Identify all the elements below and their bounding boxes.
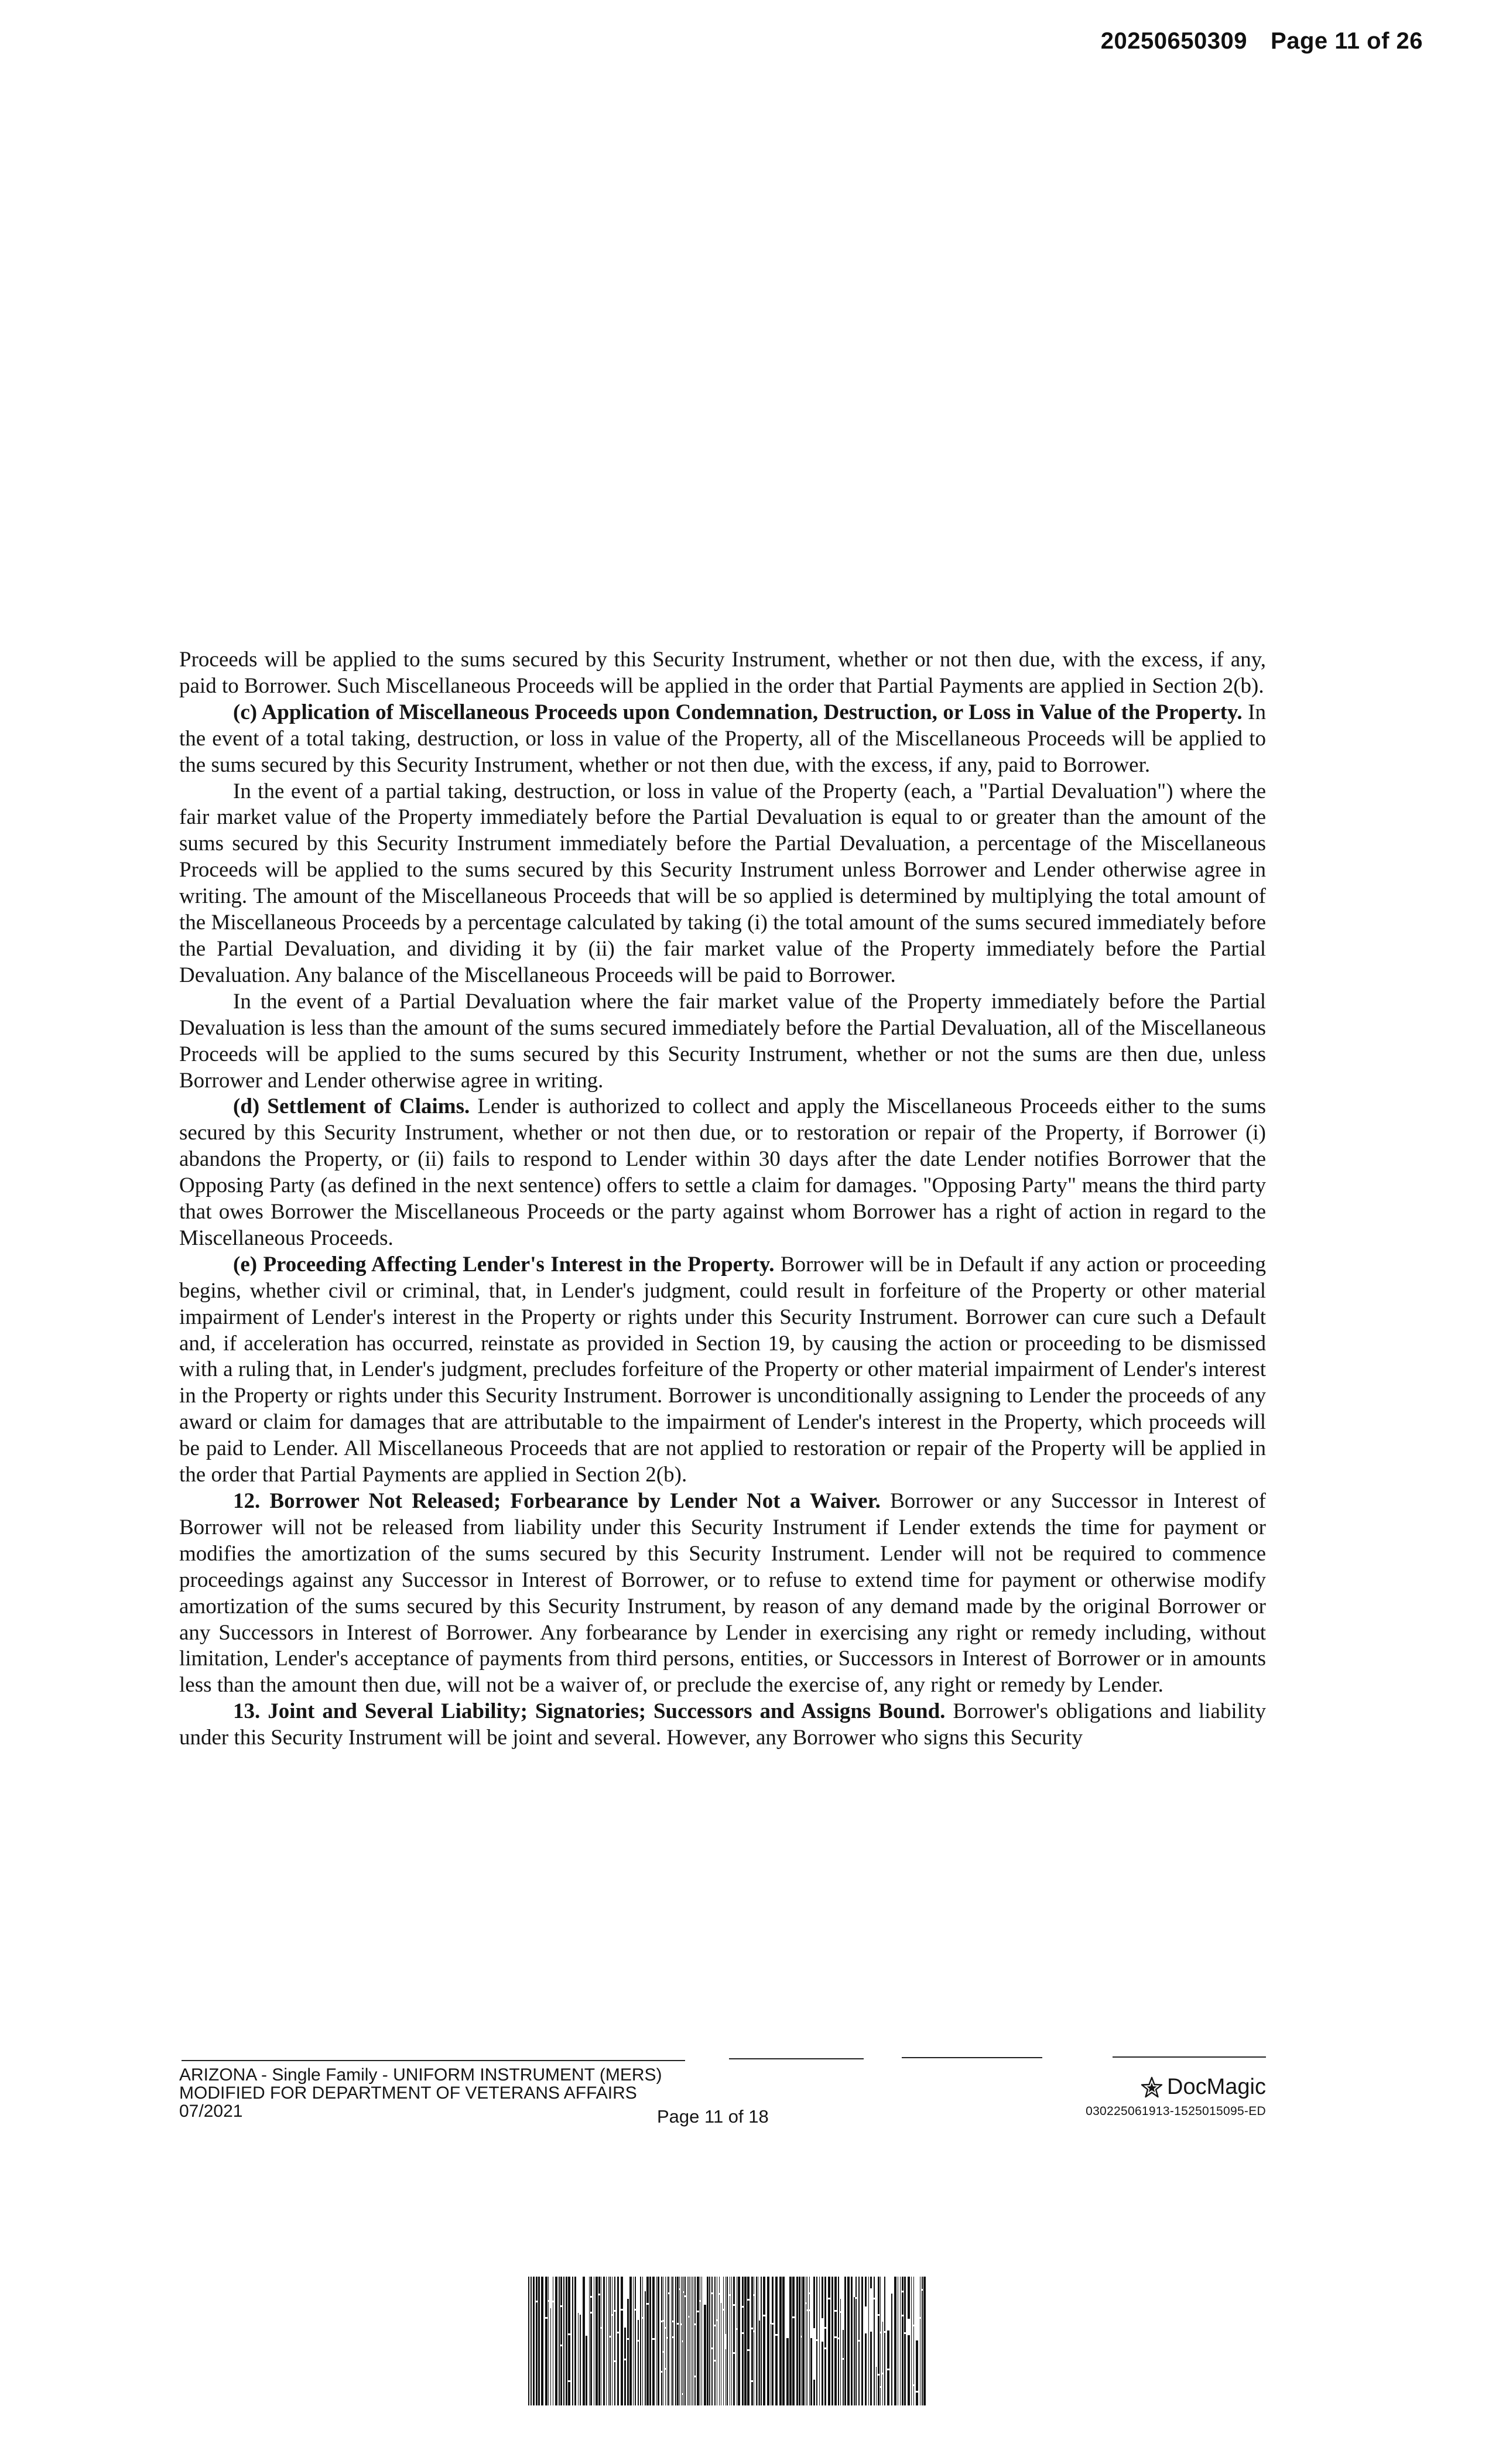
document-code: 030225061913-1525015095-ED xyxy=(1086,2104,1266,2118)
paragraph: (e) Proceeding Affecting Lender's Interest in the Property. Borrower will be in Default if any action or proceeding begins, whether civil or criminal, that, in Lender's judgment, could result in forfeiture of the Property or other material impairment of Lender's interest in the Property or rights under this Security Instrument. Borrower can cure such a Default and, if acceleration has occurred, reinstate as provided in Section 19, by causing the action or proceeding to be dismissed with a ruling that, in Lender's judgment, precludes forfeiture of the Property or other material impairment of Lender's interest in the Property or rights under this Security Instrument. Borrower is unconditionally assigning to Lender the proceeds of any award or claim for damages that are attributable to the impairment of Lender's interest in the Property, which proceeds will be paid to Lender. All Miscellaneous Proceeds that are not applied to restoration or repair of the Property will be applied in the order that Partial Payments are applied in Section 2(b). xyxy=(179,1252,1266,1487)
form-title: ARIZONA - Single Family - UNIFORM INSTRUMENT (MERS) xyxy=(179,2065,662,2085)
recording-number: 20250650309 xyxy=(1100,28,1248,54)
form-identifier xyxy=(179,2066,662,2120)
section-heading: 13. Joint and Several Liability; Signatories; Successors and Assigns Bound. xyxy=(233,1699,946,1724)
paragraph: In the event of a Partial Devaluation where the fair market value of the Property immediately before the Partial Devaluation is less than the amount of the sums secured immediately before the Partial Devaluation, all of the Miscellaneous Proceeds will be applied to the sums secured by this Security Instrument, whether or not the sums are then due, unless Borrower and Lender otherwise agree in writing. xyxy=(179,989,1266,1093)
document-body xyxy=(179,647,1266,1751)
paragraph: In the event of a partial taking, destruction, or loss in value of the Property (each, a "Partial Devaluation") where the fair market value of the Property immediately before the Partial Devaluation is equal to or greater than the amount of the sums secured by this Security Instrument immediately before the Partial Devaluation, a percentage of the Miscellaneous Proceeds will be applied to the sums secured by this Security Instrument unless Borrower and Lender otherwise agree in writing. The amount of the Miscellaneous Proceeds that will be so applied is determined by multiplying the total amount of the Miscellaneous Proceeds by a percentage calculated by taking (i) the total amount of the sums secured immediately before the Partial Devaluation, and dividing it by (ii) the fair market value of the Property immediately before the Partial Devaluation. Any balance of the Miscellaneous Proceeds will be paid to Borrower. xyxy=(179,779,1266,987)
section-heading: 12. Borrower Not Released; Forbearance by Lender Not a Waiver. xyxy=(233,1489,881,1513)
section-heading: (e) Proceeding Affecting Lender's Interest in the Property. xyxy=(233,1252,775,1277)
paragraph: 12. Borrower Not Released; Forbearance by Lender Not a Waiver. Borrower or any Successor in Interest of Borrower will not be released from liability under this Security Instrument if Lender extends the time for payment or modifies the amortization of the sums secured by this Security Instrument. Lender will not be required to commence proceedings against any Successor in Interest of Borrower, or to refuse to extend time for payment or otherwise modify amortization of the sums secured by this Security Instrument, by reason of any demand made by the original Borrower or any Successors in Interest of Borrower. Any forbearance by Lender in exercising any right or remedy including, without limitation, Lender's acceptance of payments from third persons, entities, or Successors in Interest of Borrower or in amounts less than the amount then due, will not be a waiver of, or preclude the exercise of, any right or remedy by Lender. xyxy=(179,1489,1266,1698)
section-heading: (d) Settlement of Claims. xyxy=(233,1094,470,1119)
footer-divider xyxy=(1113,2056,1266,2058)
brand-name: DocMagic xyxy=(1167,2075,1266,2099)
paragraph: (d) Settlement of Claims. Lender is authorized to collect and apply the Miscellaneous Proceeds either to the sums secured by this Security Instrument, whether or not then due, or to restoration or repair of the Property, if Borrower (i) abandons the Property, or (ii) fails to respond to Lender within 30 days after the date Lender notifies Borrower that the Opposing Party (as defined in the next sentence) offers to settle a claim for damages. "Opposing Party" means the third party that owes Borrower the Miscellaneous Proceeds or the party against whom Borrower has a right of action in regard to the Miscellaneous Proceeds. xyxy=(179,1094,1266,1250)
barcode-icon xyxy=(526,2277,930,2405)
footer-divider xyxy=(902,2057,1042,2058)
page-header xyxy=(1101,28,1423,54)
form-page-number: Page 11 of 18 xyxy=(657,2106,769,2127)
paragraph: 13. Joint and Several Liability; Signatories; Successors and Assigns Bound. Borrower's obligations and liability under this Security Instrument will be joint and several. However, any Borrower who signs this Security xyxy=(179,1699,1266,1750)
star-icon xyxy=(1140,2076,1163,2099)
recorded-page-label: Page 11 of 26 xyxy=(1271,28,1423,54)
footer-divider xyxy=(182,2060,685,2061)
section-heading: (c) Application of Miscellaneous Proceeds upon Condemnation, Destruction, or Loss in Value of the Property. xyxy=(233,700,1243,724)
paragraph: (c) Application of Miscellaneous Proceeds upon Condemnation, Destruction, or Loss in Value of the Property. In the event of a total taking, destruction, or loss in value of the Property, all of the Miscellaneous Proceeds will be applied to the sums secured by this Security Instrument, whether or not then due, with the excess, if any, paid to Borrower. xyxy=(179,700,1266,777)
form-modifier: MODIFIED FOR DEPARTMENT OF VETERANS AFFAIRS xyxy=(179,2083,637,2103)
paragraph: Proceeds will be applied to the sums secured by this Security Instrument, whether or not then due, with the excess, if any, paid to Borrower. Such Miscellaneous Proceeds will be applied in the order that Partial Payments are applied in Section 2(b). xyxy=(179,648,1266,698)
docmagic-logo xyxy=(1140,2075,1266,2100)
footer-divider xyxy=(729,2058,864,2059)
form-date: 07/2021 xyxy=(179,2102,243,2121)
